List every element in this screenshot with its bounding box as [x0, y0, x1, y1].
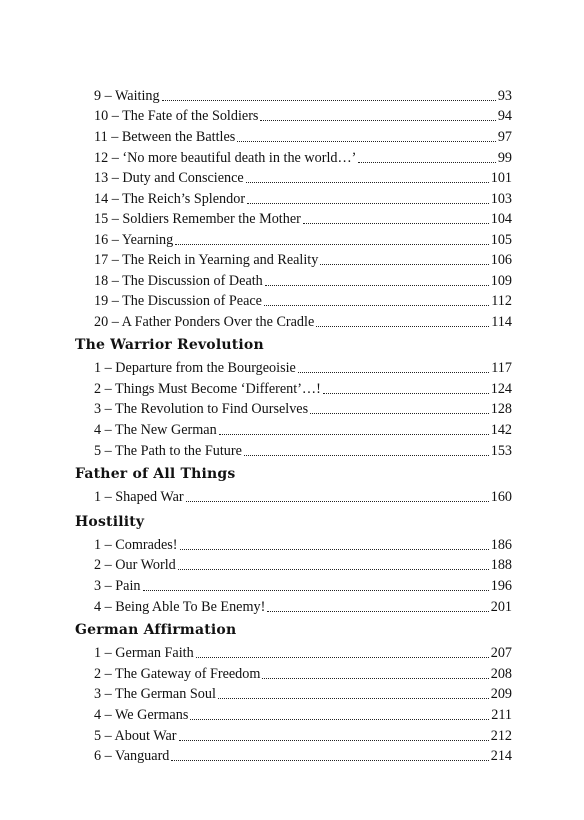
section-heading: German Affirmation [75, 622, 237, 638]
toc-entry-page-number: 109 [490, 273, 512, 289]
toc-entry-page-number: 128 [490, 401, 512, 417]
toc-entry[interactable] [94, 84, 512, 104]
toc-entry-page-number: 142 [490, 422, 512, 438]
dot-leader [264, 305, 489, 306]
toc-entry-title: 5 – The Path to the Future [94, 443, 242, 459]
toc-entry[interactable] [94, 439, 512, 459]
toc-entry[interactable] [94, 485, 512, 505]
dot-leader [320, 264, 488, 265]
toc-entry[interactable] [94, 207, 512, 227]
toc-entry-page-number: 117 [491, 360, 512, 376]
toc-entry[interactable] [94, 397, 512, 417]
toc-entry-page-number: 209 [490, 686, 512, 702]
toc-entry-title: 18 – The Discussion of Death [94, 273, 263, 289]
toc-entry-title: 1 – Departure from the Bourgeoisie [94, 360, 296, 376]
toc-entry[interactable] [94, 356, 512, 376]
dot-leader [298, 372, 489, 373]
dot-leader [143, 590, 489, 591]
toc-entry-title: 15 – Soldiers Remember the Mother [94, 211, 301, 227]
toc-entry-page-number: 214 [490, 748, 512, 764]
dot-leader [358, 162, 495, 163]
toc-entry-title: 4 – Being Able To Be Enemy! [94, 599, 266, 615]
toc-entry-page-number: 93 [497, 88, 512, 104]
toc-entry[interactable] [94, 418, 512, 438]
toc-entry[interactable] [94, 187, 512, 207]
dot-leader [218, 698, 489, 699]
toc-entry-page-number: 106 [490, 252, 512, 268]
toc-entry[interactable] [94, 125, 512, 145]
toc-entry[interactable] [94, 104, 512, 124]
dot-leader [244, 455, 489, 456]
toc-entry-page-number: 196 [490, 578, 512, 594]
toc-entry-title: 1 – Shaped War [94, 489, 184, 505]
dot-leader [237, 141, 495, 142]
toc-entry-title: 9 – Waiting [94, 88, 160, 104]
toc-entry-page-number: 104 [490, 211, 512, 227]
toc-entry-title: 3 – Pain [94, 578, 141, 594]
toc-entry-title: 5 – About War [94, 728, 177, 744]
dot-leader [179, 740, 489, 741]
toc-entry-page-number: 99 [497, 150, 512, 166]
dot-leader [196, 657, 489, 658]
toc-entry[interactable] [94, 289, 512, 309]
toc-entry-title: 2 – Things Must Become ‘Different’…! [94, 381, 321, 397]
toc-entry[interactable] [94, 533, 512, 553]
toc-entry[interactable] [94, 595, 512, 615]
dot-leader [310, 413, 489, 414]
dot-leader [186, 501, 489, 502]
toc-entry-page-number: 105 [490, 232, 512, 248]
toc-entry[interactable] [94, 744, 512, 764]
toc-entry-title: 19 – The Discussion of Peace [94, 293, 262, 309]
toc-entry[interactable] [94, 146, 512, 166]
dot-leader [262, 678, 488, 679]
toc-entry-title: 4 – We Germans [94, 707, 189, 723]
dot-leader [171, 760, 488, 761]
dot-leader [247, 203, 489, 204]
dot-leader [323, 393, 489, 394]
toc-entry-page-number: 211 [491, 707, 512, 723]
toc-entry-title: 1 – German Faith [94, 645, 194, 661]
dot-leader [246, 182, 489, 183]
toc-entry-page-number: 112 [491, 293, 512, 309]
toc-entry[interactable] [94, 377, 512, 397]
section-heading: The Warrior Revolution [75, 337, 264, 353]
toc-entry[interactable] [94, 269, 512, 289]
toc-entry[interactable] [94, 574, 512, 594]
dot-leader [190, 719, 489, 720]
toc-entry[interactable] [94, 682, 512, 702]
toc-entry-page-number: 103 [490, 191, 512, 207]
toc-entry-title: 1 – Comrades! [94, 537, 178, 553]
section-heading: Hostility [75, 514, 145, 530]
toc-entry[interactable] [94, 166, 512, 186]
toc-entry-title: 13 – Duty and Conscience [94, 170, 244, 186]
dot-leader [180, 549, 489, 550]
toc-entry-page-number: 212 [490, 728, 512, 744]
toc-entry-page-number: 208 [490, 666, 512, 682]
toc-entry-title: 10 – The Fate of the Soldiers [94, 108, 259, 124]
dot-leader [303, 223, 489, 224]
toc-entry-page-number: 160 [490, 489, 512, 505]
toc-entry[interactable] [94, 703, 512, 723]
toc-entry-title: 2 – Our World [94, 557, 176, 573]
toc-entry-title: 11 – Between the Battles [94, 129, 236, 145]
toc-entry[interactable] [94, 641, 512, 661]
toc-entry-page-number: 188 [490, 557, 512, 573]
toc-entry-title: 3 – The Revolution to Find Ourselves [94, 401, 309, 417]
dot-leader [178, 569, 489, 570]
toc-entry[interactable] [94, 553, 512, 573]
dot-leader [162, 100, 496, 101]
toc-entry-title: 16 – Yearning [94, 232, 174, 248]
dot-leader [265, 285, 489, 286]
toc-entry-title: 3 – The German Soul [94, 686, 216, 702]
toc-entry-title: 12 – ‘No more beautiful death in the world…’ [94, 150, 357, 166]
toc-entry-page-number: 201 [490, 599, 512, 615]
toc-entry[interactable] [94, 310, 512, 330]
section-heading: Father of All Things [75, 466, 236, 482]
toc-entry-page-number: 101 [490, 170, 512, 186]
toc-entry-page-number: 114 [491, 314, 512, 330]
toc-entry-title: 4 – The New German [94, 422, 217, 438]
toc-entry[interactable] [94, 228, 512, 248]
toc-entry[interactable] [94, 248, 512, 268]
toc-entry-page-number: 186 [490, 537, 512, 553]
dot-leader [267, 611, 488, 612]
toc-entry[interactable] [94, 724, 512, 744]
toc-entry[interactable] [94, 662, 512, 682]
toc-entry-title: 20 – A Father Ponders Over the Cradle [94, 314, 315, 330]
toc-entry-title: 14 – The Reich’s Splendor [94, 191, 246, 207]
toc-entry-page-number: 153 [490, 443, 512, 459]
dot-leader [316, 326, 489, 327]
dot-leader [175, 244, 489, 245]
toc-entry-title: 6 – Vanguard [94, 748, 170, 764]
toc-entry-page-number: 94 [497, 108, 512, 124]
toc-entry-title: 17 – The Reich in Yearning and Reality [94, 252, 319, 268]
toc-entry-page-number: 97 [497, 129, 512, 145]
dot-leader [260, 120, 495, 121]
toc-entry-title: 2 – The Gateway of Freedom [94, 666, 261, 682]
toc-entry-page-number: 207 [490, 645, 512, 661]
dot-leader [219, 434, 489, 435]
toc-entry-page-number: 124 [490, 381, 512, 397]
